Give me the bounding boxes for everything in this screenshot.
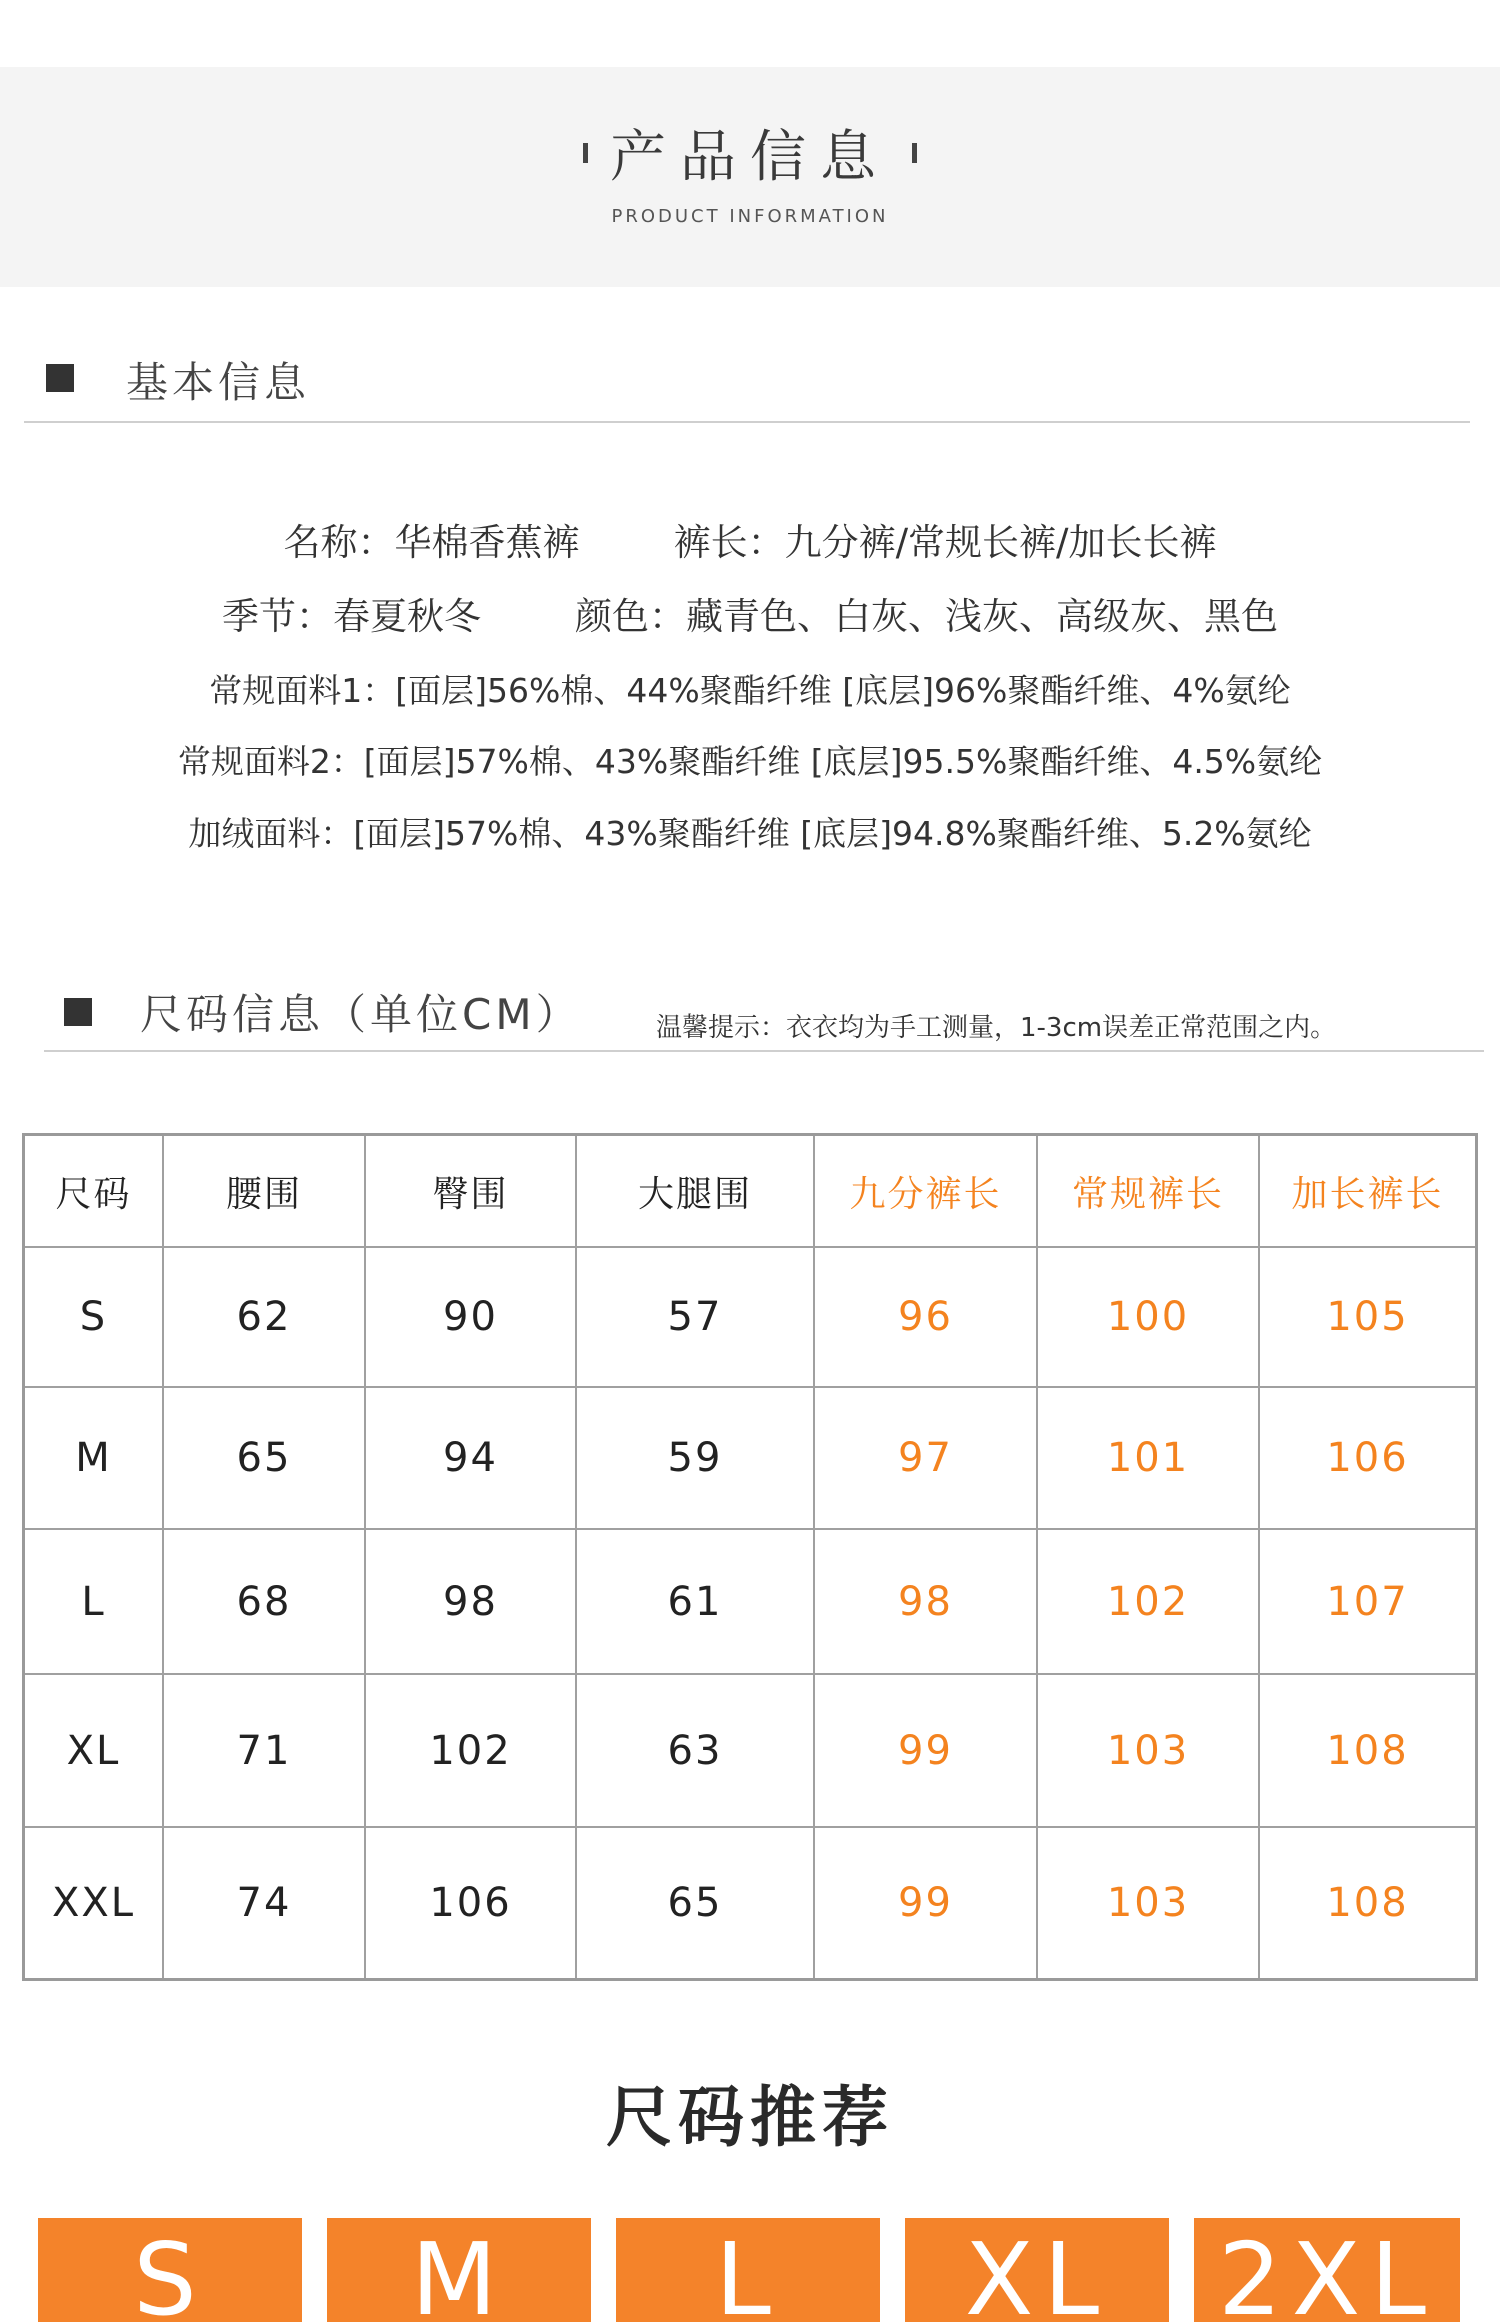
size-option-label: XL [964,2221,1110,2322]
table-cell-hip: 98 [443,1578,498,1625]
measurement-note: 温馨提示：衣衣均为手工测量，1-3cm误差正常范围之内。 [656,1013,1337,1043]
table-cell-hip: 102 [429,1727,512,1774]
table-cell-cropped-length: 99 [898,1880,953,1926]
size-option-label: 2XL [1218,2221,1436,2322]
basic-info-heading: 基本信息 [126,358,311,407]
size-option-label: L [715,2221,781,2322]
size-option-s[interactable] [38,2218,302,2322]
table-cell-waist: 62 [236,1294,292,1340]
table-cell-long-length: 106 [1326,1435,1409,1481]
size-option-2xl[interactable] [1194,2218,1460,2322]
table-cell-cropped-length: 98 [898,1578,953,1625]
size-info-divider [44,1050,1484,1052]
size-info-square-icon [64,998,92,1026]
table-cell-thigh: 57 [667,1294,723,1340]
table-cell-waist: 65 [236,1435,292,1481]
table-cell-long-length: 108 [1326,1880,1409,1926]
table-cell-hip: 90 [443,1294,498,1340]
info-line-fabric-2: 常规面料2：[面层]57%棉、43%聚酯纤维 [底层]95.5%聚酯纤维、4.5%氨纶 [177,742,1323,781]
product-info-subtitle: PRODUCT INFORMATION [611,206,889,227]
size-option-l[interactable] [616,2218,880,2322]
info-line-season-color: 季节：春夏秋冬 颜色：藏青色、白灰、浅灰、高级灰、黑色 [221,595,1279,638]
table-cell-regular-length: 103 [1106,1880,1190,1926]
table-cell-hip: 94 [443,1435,498,1481]
table-cell-thigh: 59 [667,1435,723,1481]
table-cell-thigh: 65 [667,1880,723,1926]
table-cell-size: XL [66,1727,121,1774]
product-info-title-row [0,118,1500,188]
basic-info-square-icon [46,364,74,392]
size-option-label: S [133,2221,207,2322]
table-cell-waist: 71 [236,1727,292,1774]
table-cell-size: L [81,1578,106,1625]
table-cell-size: XXL [51,1880,136,1926]
table-cell-regular-length: 101 [1106,1435,1190,1481]
table-cell-long-length: 107 [1326,1578,1409,1625]
title-left-tick [583,143,588,163]
table-cell-cropped-length: 96 [898,1294,953,1340]
table-cell-waist: 68 [236,1578,292,1625]
table-header-waist: 腰围 [225,1173,302,1215]
table-header-long-length: 加长裤长 [1291,1173,1444,1215]
size-option-xl[interactable] [905,2218,1169,2322]
info-line-fleece-fabric: 加绒面料：[面层]57%棉、43%聚酯纤维 [底层]94.8%聚酯纤维、5.2%氨纶 [188,814,1312,853]
size-table [22,1133,1478,1981]
table-cell-waist: 74 [236,1880,292,1926]
title-right-tick [912,143,917,163]
table-cell-thigh: 63 [667,1727,723,1774]
product-info-title: 产品信息 [610,125,890,190]
info-line-name-length: 名称：华棉香蕉裤 裤长：九分裤/常规长裤/加长长裤 [283,521,1217,564]
size-info-heading: 尺码信息（单位CM） [140,990,582,1039]
table-cell-cropped-length: 99 [898,1727,953,1774]
table-cell-long-length: 108 [1326,1727,1409,1774]
table-cell-size: M [75,1435,112,1481]
table-cell-thigh: 61 [667,1578,723,1625]
table-header-size: 尺码 [55,1173,132,1215]
size-recommendation-title: 尺码推荐 [606,2079,894,2156]
table-header-thigh: 大腿围 [637,1173,752,1215]
table-cell-size: S [79,1294,108,1340]
table-cell-regular-length: 102 [1106,1578,1190,1625]
size-option-label: M [410,2221,508,2322]
basic-info-divider [24,421,1470,423]
table-cell-cropped-length: 97 [898,1435,953,1481]
table-cell-hip: 106 [429,1880,512,1926]
table-header-regular-length: 常规裤长 [1071,1173,1224,1215]
table-header-cropped-length: 九分裤长 [849,1173,1002,1215]
table-cell-regular-length: 100 [1106,1294,1190,1340]
table-cell-long-length: 105 [1326,1294,1409,1340]
table-header-hip: 臀围 [432,1173,509,1215]
table-cell-regular-length: 103 [1106,1727,1190,1774]
size-option-m[interactable] [327,2218,591,2322]
info-line-fabric-1: 常规面料1：[面层]56%棉、44%聚酯纤维 [底层]96%聚酯纤维、4%氨纶 [209,671,1291,710]
